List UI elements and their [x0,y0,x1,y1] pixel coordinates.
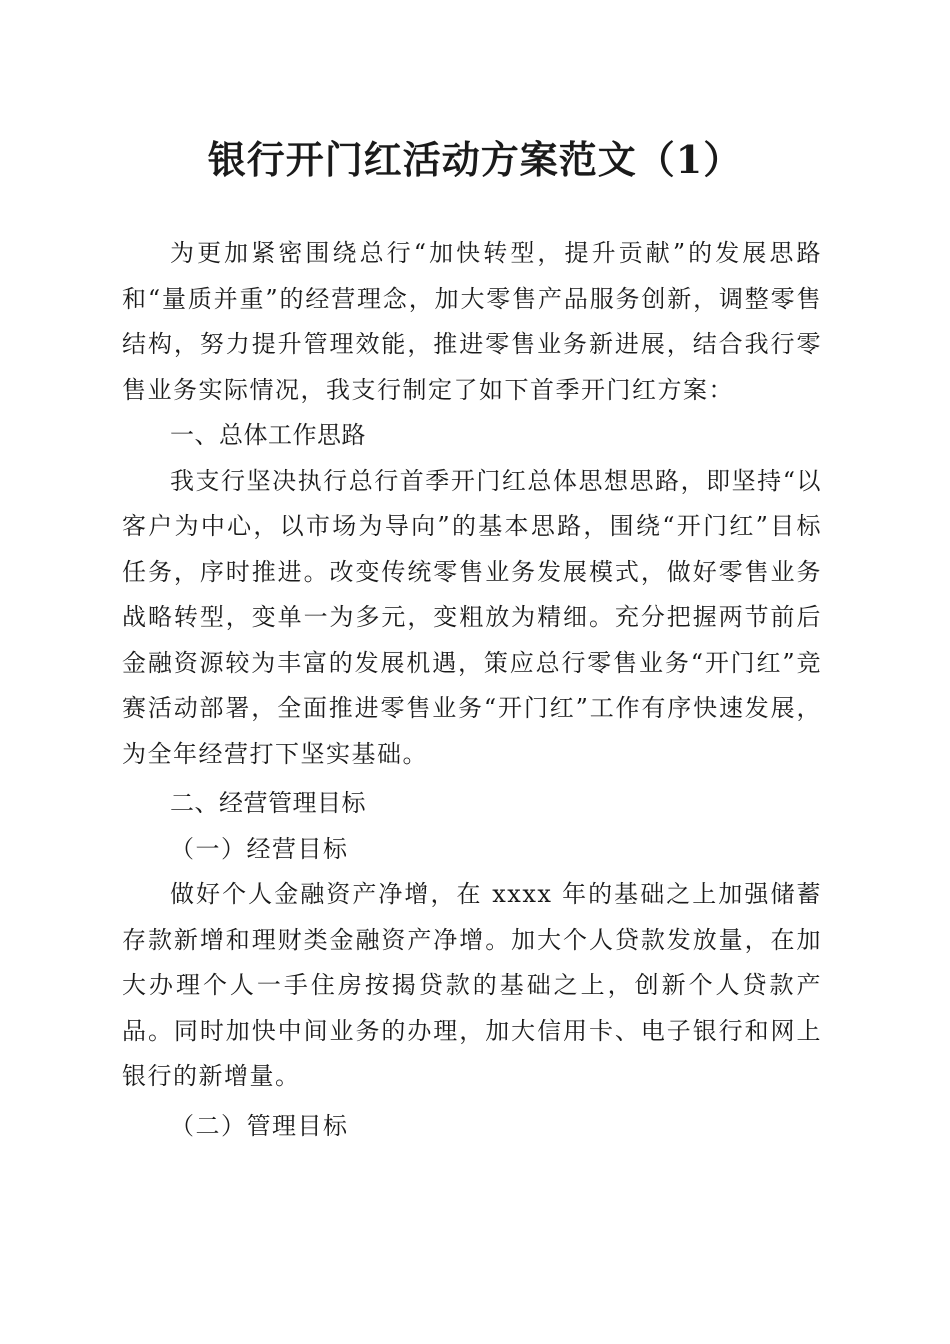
section-heading-overall-approach: 一、总体工作思路 [170,421,366,449]
overall-approach-paragraph: 我支行坚决执行总行首季开门红总体思想思路，即坚持“以客户为中心，以市场为导向”的基本思路，围绕“开门红”目标任务，序时推进。改变传统零售业务发展模式，做好零售业务战略转型，变单一为多元，变粗放为精细。充分把握两节前后金融资源较为丰富的发展机遇，策应总行零售业务“开门红”竞赛活动部署，全面推进零售业务“开门红”工作有序快速发展，为全年经营打下坚实基础。 [122,466,822,768]
document-body [122,231,822,1149]
intro-paragraph: 为更加紧密围绕总行“加快转型，提升贡献”的发展思路和“量质并重”的经营理念，加大零售产品服务创新，调整零售结构，努力提升管理效能，推进零售业务新进展，结合我行零售业务实际情况，我支行制定了如下首季开门红方案： [122,239,822,404]
business-goals-paragraph: 做好个人金融资产净增，在 xxxx 年的基础之上加强储蓄存款新增和理财类金融资产净增。加大个人贷款发放量，在加大办理个人一手住房按揭贷款的基础之上，创新个人贷款产品。同时加快中间业务的办理，加大信用卡、电子银行和网上银行的新增量。 [122,880,822,1090]
section-heading-management-goals: 二、经营管理目标 [170,789,366,817]
subsection-heading-management-targets: （二）管理目标 [170,1111,349,1140]
document-title: 银行开门红活动方案范文（1） [207,137,743,182]
subsection-heading-business-goals: （一）经营目标 [170,834,349,863]
